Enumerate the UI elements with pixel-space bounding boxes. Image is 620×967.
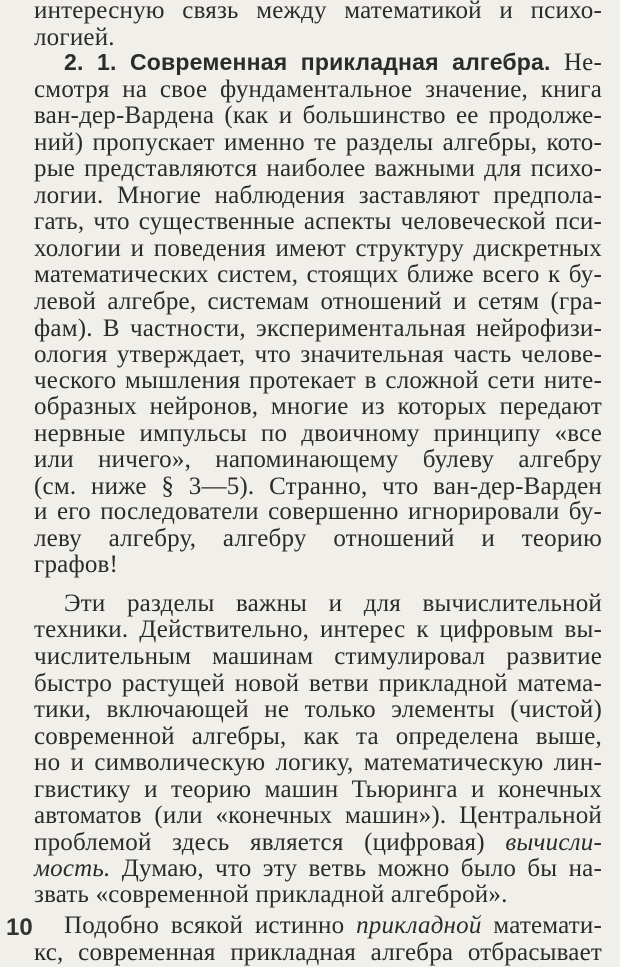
text-segment: нервные импульсы по двоичному принципу «все [34, 420, 602, 447]
text-line [34, 775, 602, 804]
text-segment: и его последователи совершенно игнорировали бу- [34, 498, 602, 525]
text-line [34, 260, 602, 289]
text-line [34, 911, 602, 940]
text-line [34, 669, 602, 698]
text-segment: леву алгебру, алгебру отношений и теорию [34, 525, 602, 552]
text-segment: рые представляются наиболее важными для психо- [34, 155, 602, 182]
text-segment: математических систем, стоящих ближе всего к бу- [34, 261, 602, 288]
text-segment: образных нейронов, многие из которых передают [34, 393, 602, 420]
emphasis-text: прикладной [356, 912, 482, 939]
text-line [34, 695, 602, 724]
text-line [34, 314, 602, 343]
text-segment: числительным машинам стимулировал развитие [34, 643, 602, 670]
text-line [34, 419, 602, 448]
text-segment: смотря на свое фундаментальное значение, книга [34, 76, 602, 103]
text-segment: логией. [34, 24, 115, 51]
text-segment: логии. Многие наблюдения заставляют предпола- [34, 182, 602, 209]
text-segment: Не- [550, 49, 602, 76]
text-segment: хологии и поведения имеют структуру дискретных [34, 235, 602, 262]
text-segment: ний) пропускает именно те разделы алгебры, кото- [34, 129, 602, 156]
section-heading: 2. 1. Современная прикладная алгебра. [64, 49, 551, 75]
text-line [34, 497, 602, 526]
text-segment: математи- [481, 912, 602, 939]
text-line [34, 207, 602, 236]
text-segment: тики, включающей не только элементы (чистой) [34, 696, 602, 723]
text-segment: (см. ниже § 3—5). Странно, что ван-дер-Варден [34, 473, 602, 500]
text-line [34, 748, 602, 777]
text-segment: быстро растущей новой ветви прикладной матема- [34, 670, 602, 697]
text-line [34, 828, 602, 857]
text-line [34, 550, 602, 579]
text-segment: техники. Действительно, интерес к цифровым вы- [34, 616, 602, 643]
emphasis-text: вычисли- [505, 829, 602, 856]
text-segment: интересную связь между математикой и психо- [34, 0, 602, 24]
text-segment: гать, что существенные аспекты человеческой пси- [34, 208, 602, 235]
text-line [34, 722, 602, 751]
text-segment: кс, современная прикладная алгебра отбрасывает [34, 939, 602, 966]
text-line [34, 392, 602, 421]
text-line [34, 181, 602, 210]
text-segment: Эти разделы важны и для вычислительной [64, 590, 602, 617]
text-segment: гвистику и теорию машин Тьюринга и конечных [34, 776, 602, 803]
text-line [34, 615, 602, 644]
text-line [34, 801, 602, 830]
text-line [34, 854, 602, 883]
emphasis-text: мость. [34, 855, 111, 882]
text-line [34, 0, 602, 25]
page-number: 10 [6, 914, 33, 941]
text-line [34, 642, 602, 671]
text-line [34, 524, 602, 553]
text-line [34, 340, 602, 369]
text-segment: Думаю, что эту ветвь можно было бы на- [110, 855, 602, 882]
text-line [34, 234, 602, 263]
text-segment: современной алгебры, как та определена выше, [34, 723, 602, 750]
text-segment: автоматов (или «конечных машин»). Центральной [34, 802, 602, 829]
text-line [34, 938, 602, 967]
text-segment: Подобно всякой истинно [64, 912, 357, 939]
text-segment: ческого мышления протекает в сложной сети ните- [34, 367, 602, 394]
text-segment: проблемой здесь является (цифровая) [34, 829, 506, 856]
text-segment: графов! [34, 551, 119, 578]
text-segment: или ничего», напоминающему булеву алгебру [34, 446, 602, 473]
text-segment: ван-дер-Вардена (как и большинство ее продолже- [34, 102, 602, 129]
text-segment: ология утверждает, что значительная часть челове- [34, 341, 602, 368]
text-segment: звать «современной прикладной алгеброй». [34, 881, 508, 908]
text-line [34, 154, 602, 183]
text-line [34, 287, 602, 316]
text-line [34, 366, 602, 395]
text-line [34, 75, 602, 104]
text-line [34, 101, 602, 130]
text-line [34, 880, 602, 909]
text-line [34, 445, 602, 474]
text-segment: фам). В частности, экспериментальная нейрофизи- [34, 315, 602, 342]
text-segment: левой алгебре, системам отношений и сетям (гра- [34, 288, 602, 315]
text-line [34, 128, 602, 157]
text-line [34, 48, 602, 77]
text-line [34, 589, 602, 618]
text-segment: но и символическую логику, математическую лин- [34, 749, 602, 776]
